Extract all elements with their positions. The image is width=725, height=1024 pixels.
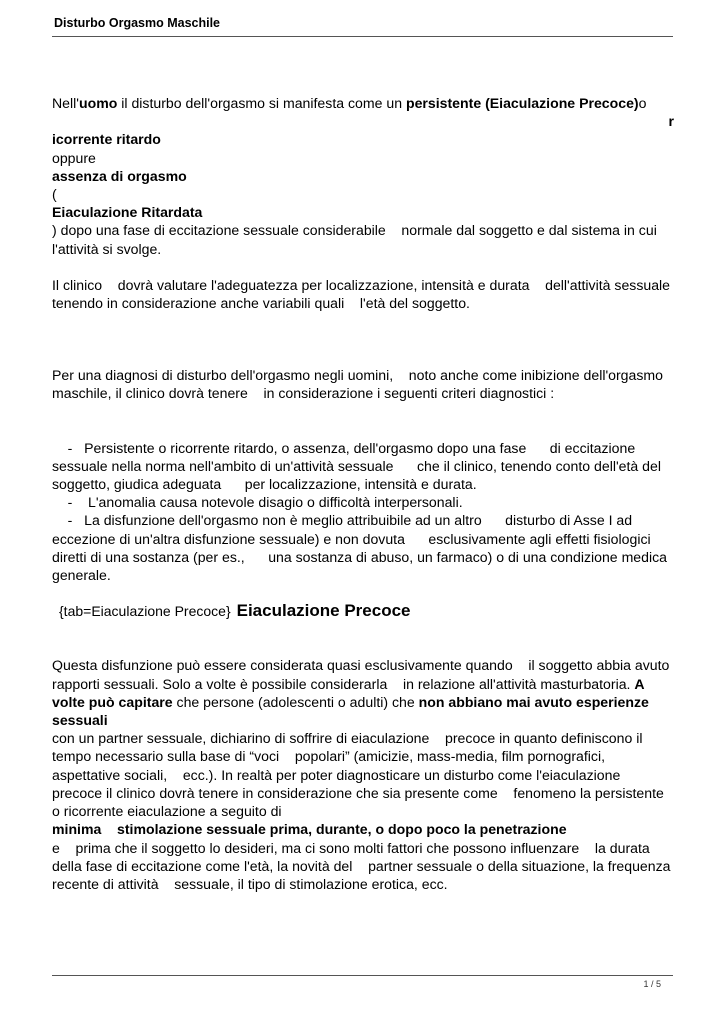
article-body [52, 94, 674, 893]
ep-bold-minima: minima stimolazione sessuale prima, durante, o dopo poco la penetrazione [52, 821, 567, 838]
intro-bold-ricorrente: icorrente ritardo [52, 131, 161, 148]
ep-text: Questa disfunzione può essere considerata quasi esclusivamente quando il soggetto abbia avuto rapporti sessuali. Solo a volte è possibile considerarla in relazione all'attività masturbatoria. [52, 657, 674, 692]
ep-bold-non-abbiano: non abbiano mai avuto esperienze sessuali [52, 693, 665, 729]
intro-line-7 [52, 203, 674, 221]
intro-text: il disturbo dell'orgasmo si manifesta come un [117, 95, 406, 111]
section-title: Eiaculazione Precoce [236, 601, 411, 621]
paragraph-ep-4: e prima che il soggetto lo desideri, ma ci sono molti fattori che possono influenzare la durata della fase di eccitazione come l'età, la novità del partner sessuale o della situazione, la frequenza recente di attività sessuale, il tipo di stimolazione erotica, ecc. [52, 839, 675, 892]
intro-line-3 [52, 130, 674, 148]
criteria-item: - L'anomalia causa notevole disagio o difficoltà interpersonali. [52, 494, 463, 511]
paragraph-ep-3 [52, 820, 674, 838]
intro-line-4: oppure [52, 149, 96, 166]
page-header-title: Disturbo Orgasmo Maschile [54, 16, 221, 30]
paragraph-diagnosi: Per una diagnosi di disturbo dell'orgasmo negli uomini, noto anche come inibizione dell'orgasmo maschile, il clinico dovrà tenere in considerazione i seguenti criteri diagnostici : [52, 367, 667, 402]
intro-text: o [638, 95, 647, 111]
intro-line-2: r [668, 113, 674, 130]
intro-bold-ritardata: Eiaculazione Ritardata [52, 204, 203, 221]
intro-line-8: ) dopo una fase di eccitazione sessuale considerabile normale dal soggetto e dal sistema in cui l'attività si svolge. [52, 222, 661, 257]
intro-bold-assenza: assenza di orgasmo [52, 167, 187, 184]
criteria-item: - La disfunzione dell'orgasmo non è meglio attribuibile ad un altro disturbo di Asse I ad eccezione di un'altra disfunzione sessuale) e non dovuta esclusivamente agli effetti fisiologici diretti di una sostanza (per es., una sostanza di abuso, un farmaco) o di una condizione medica generale. [52, 512, 671, 584]
paragraph-ep-2: con un partner sessuale, dichiarino di soffrire di eiaculazione precoce in quanto definiscono il tempo necessario sulla base di “voci popolari” (amicizie, mass-media, film pornografici, aspettative sociali, ecc.). In realtà per poter diagnosticare un disturbo come l'eiaculazione precoce il clinico dovrà tenere in considerazione che sia presente come fenomeno la persistente o ricorrente eiaculazione a seguito di [52, 730, 668, 820]
intro-line-5 [52, 167, 674, 185]
intro-text: Nell' [52, 95, 79, 111]
paragraph-ep-1 [52, 656, 674, 729]
header-divider [52, 36, 673, 37]
paragraph-clinico: Il clinico dovrà valutare l'adeguatezza per localizzazione, intensità e durata dell'attività sessuale tenendo in considerazione anche variabili quali l'età del soggetto. [52, 276, 674, 312]
section-heading [59, 602, 674, 620]
ep-bold-a-volte: A volte può capitare [52, 675, 648, 710]
intro-bold-persistente: persistente (Eiaculazione Precoce) [405, 95, 639, 111]
footer-divider [52, 975, 673, 976]
intro-bold-uomo: uomo [78, 95, 118, 111]
ep-text: che persone (adolescenti o adulti) che [172, 693, 419, 710]
intro-line-6: ( [52, 186, 57, 203]
intro-line-1 [52, 94, 674, 112]
criteria-item: - Persistente o ricorrente ritardo, o assenza, dell'orgasmo dopo una fase di eccitazione sessuale nella norma nell'ambito di un'attività sessuale che il clinico, tenendo conto dell'età del soggetto, giudica adeguata per localizzazione, intensità e durata. [52, 439, 665, 493]
page-number: 1 / 5 [643, 979, 661, 989]
tab-tag: {tab=Eiaculazione Precoce} [59, 603, 231, 620]
